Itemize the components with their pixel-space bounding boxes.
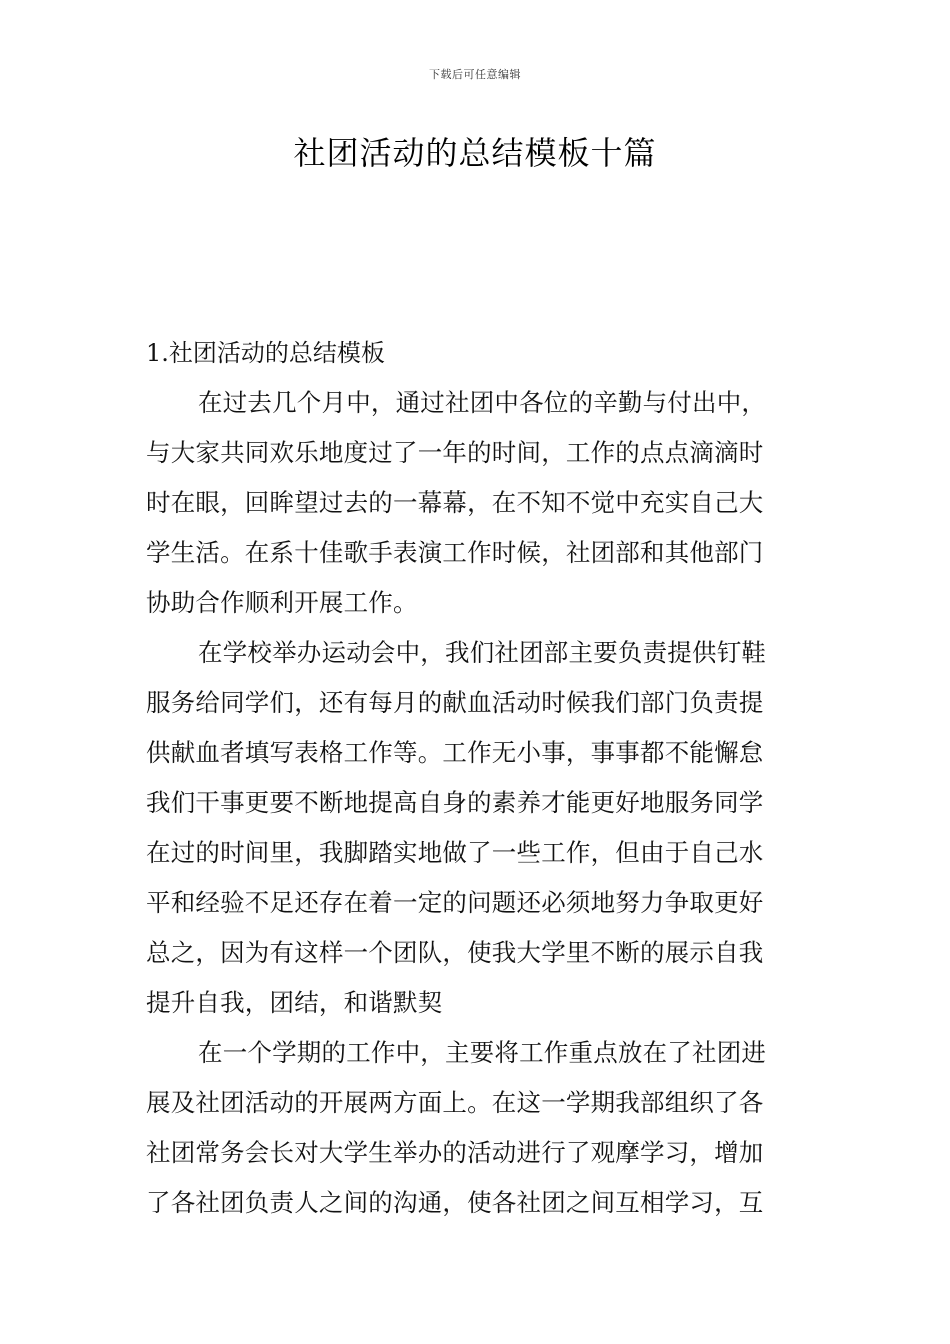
paragraph-line: 服务给同学们，还有每月的献血活动时候我们部门负责提 <box>146 688 764 717</box>
section-heading: 1.社团活动的总结模板 <box>146 339 385 367</box>
paragraph-line: 提升自我，团结，和谐默契 <box>146 988 443 1017</box>
paragraph-line: 协助合作顺利开展工作。 <box>146 588 418 617</box>
paragraph-line: 与大家共同欢乐地度过了一年的时间，工作的点点滴滴时 <box>146 438 764 467</box>
header-note: 下载后可任意编辑 <box>429 68 521 81</box>
paragraph-line: 在过去几个月中，通过社团中各位的辛勤与付出中， <box>198 388 767 417</box>
paragraph-line: 我们干事更要不断地提高自身的素养才能更好地服务同学 <box>146 788 764 817</box>
paragraph-line: 总之，因为有这样一个团队，使我大学里不断的展示自我 <box>146 938 764 967</box>
paragraph-line: 社团常务会长对大学生举办的活动进行了观摩学习，增加 <box>146 1138 764 1167</box>
paragraph-line: 在一个学期的工作中，主要将工作重点放在了社团进 <box>198 1038 767 1067</box>
paragraph-line: 时在眼，回眸望过去的一幕幕，在不知不觉中充实自己大 <box>146 488 764 517</box>
document-title: 社团活动的总结模板十篇 <box>293 134 657 172</box>
paragraph-line: 展及社团活动的开展两方面上。在这一学期我部组织了各 <box>146 1088 764 1117</box>
paragraph-2 <box>146 628 808 1028</box>
paragraph-1 <box>146 378 808 628</box>
document-body <box>146 328 808 1228</box>
paragraph-line: 平和经验不足还存在着一定的问题还必须地努力争取更好 <box>146 888 764 917</box>
paragraph-line: 学生活。在系十佳歌手表演工作时候，社团部和其他部门 <box>146 538 764 567</box>
paragraph-3 <box>146 1028 808 1228</box>
paragraph-line: 了各社团负责人之间的沟通，使各社团之间互相学习，互 <box>146 1188 764 1217</box>
paragraph-line: 供献血者填写表格工作等。工作无小事，事事都不能懈怠 <box>146 738 764 767</box>
paragraph-line: 在学校举办运动会中，我们社团部主要负责提供钉鞋 <box>198 638 767 667</box>
paragraph-line: 在过的时间里，我脚踏实地做了一些工作，但由于自己水 <box>146 838 764 867</box>
